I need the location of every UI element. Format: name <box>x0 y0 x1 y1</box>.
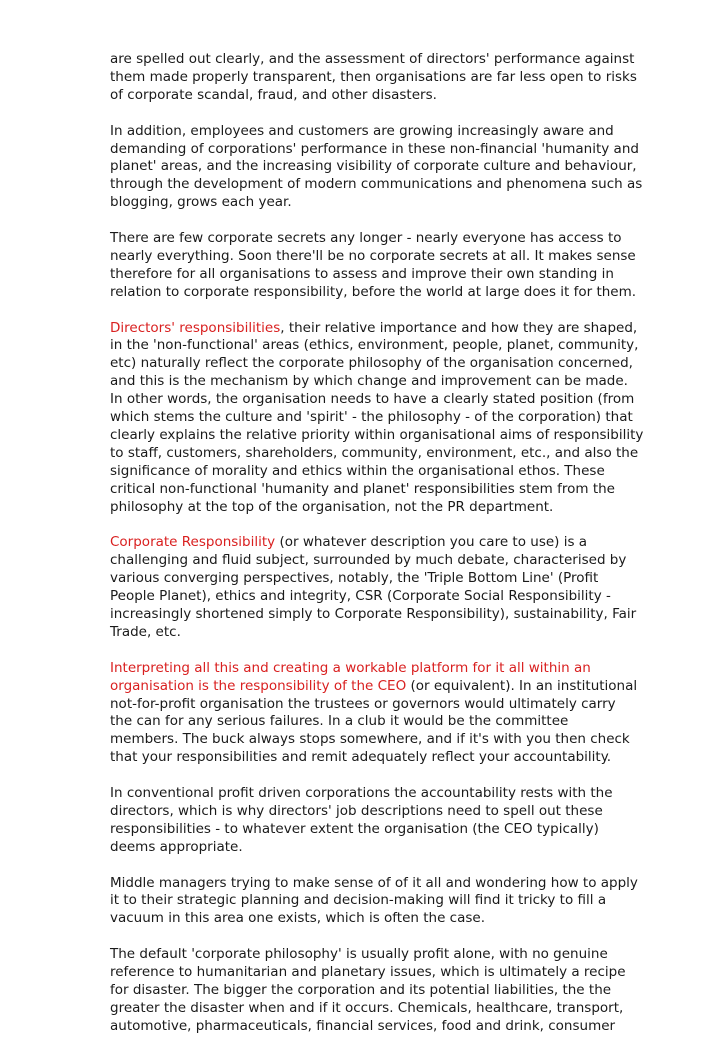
text-line: various converging perspectives, notably, the 'Triple Bottom Line' (Profit <box>110 570 599 587</box>
text-line: demanding of corporations' performance in these non-financial 'humanity and <box>110 140 639 157</box>
text-line <box>110 534 622 552</box>
paragraph <box>110 319 644 517</box>
text-line: vacuum in this area one exists, which is often the case. <box>110 910 486 927</box>
text-line: responsibilities - to whatever extent the organisation (the CEO typically) <box>110 820 599 837</box>
ceo-responsibility-link[interactable]: organisation is the responsibility of the CEO <box>110 677 407 694</box>
text-line: challenging and fluid subject, surrounded by much debate, characterised by <box>110 552 627 569</box>
text-line: The default 'corporate philosophy' is usually profit alone, with no genuine <box>110 946 608 963</box>
text-line: automotive, pharmaceuticals, financial services, food and drink, consumer <box>110 1017 616 1034</box>
text-line: philosophy at the top of the organisation, not the PR department. <box>110 498 554 515</box>
text-line: it to their strategic planning and decision-making will find it tricky to fill a <box>110 892 607 909</box>
text-line: There are few corporate secrets any longer - nearly everyone has access to <box>110 230 622 247</box>
text-line: increasingly shortened simply to Corporate Responsibility), sustainability, Fair <box>110 606 637 623</box>
paragraph <box>110 122 643 213</box>
text-line: of corporate scandal, fraud, and other disasters. <box>110 86 437 103</box>
text-line: In conventional profit driven corporations the accountability rests with the <box>110 785 613 802</box>
text-line: for disaster. The bigger the corporation and its potential liabilities, the the <box>110 982 612 998</box>
text-line: deems appropriate. <box>110 838 243 855</box>
text-line: In addition, employees and customers are growing increasingly aware and <box>110 122 614 139</box>
text-line: members. The buck always stops somewhere, and if it's with you then check <box>110 731 630 748</box>
text-line: and this is the mechanism by which change and improvement can be made. <box>110 373 628 390</box>
text-line: Trade, etc. <box>110 623 181 640</box>
paragraph <box>110 659 638 767</box>
text-line <box>110 319 638 338</box>
text-line: Middle managers trying to make sense of of it all and wondering how to apply <box>110 874 638 891</box>
text-line: nearly everything. Soon there'll be no corporate secrets at all. It makes sense <box>110 247 636 264</box>
text-line: them made properly transparent, then organisations are far less open to risks <box>110 68 637 85</box>
corporate-responsibility-link[interactable]: Corporate Responsibility <box>110 534 276 551</box>
text-line: People Planet), ethics and integrity, CSR (Corporate Social Responsibility - <box>110 588 611 605</box>
text-line: that your responsibilities and remit adequately reflect your accountability. <box>110 749 612 766</box>
paragraph <box>110 534 637 641</box>
text-run: (or whatever description you care to use) is a <box>275 534 588 551</box>
text-line <box>110 677 638 696</box>
text-run: , their relative importance and how they are shaped, <box>280 319 638 336</box>
text-line: through the development of modern communications and phenomena such as <box>110 176 643 193</box>
text-line: the can for any serious failures. In a club it would be the committee <box>110 713 569 730</box>
text-line: reference to humanitarian and planetary issues, which is ultimately a recipe <box>110 964 626 981</box>
text-line: clearly explains the relative priority within organisational aims of responsibility <box>110 426 644 443</box>
paragraph <box>110 785 622 857</box>
text-line: critical non-functional 'humanity and planet' responsibilities stem from the <box>110 480 615 497</box>
paragraph <box>110 874 638 929</box>
text-line: to staff, customers, shareholders, community, environment, etc., and also the <box>110 444 639 461</box>
text-line: which stems the culture and 'spirit' - the philosophy - of the corporation) that <box>110 409 633 426</box>
text-line: therefore for all organisations to assess and improve their own standing in <box>110 265 614 282</box>
paragraph <box>110 51 637 105</box>
text-line: relation to corporate responsibility, before the world at large does it for them. <box>110 283 637 300</box>
text-line: not-for-profit organisation the trustees or governors would ultimately carry <box>110 695 616 712</box>
paragraph <box>110 946 626 1036</box>
text-line: In other words, the organisation needs to have a clearly stated position (from <box>110 391 635 408</box>
document-page <box>110 51 644 1054</box>
text-line: etc) naturally reflect the corporate philosophy of the organisation concerned, <box>110 355 633 372</box>
paragraph <box>110 230 637 302</box>
text-line: significance of morality and ethics within the organisational ethos. These <box>110 462 605 479</box>
text-line: directors, which is why directors' job descriptions need to spell out these <box>110 802 603 819</box>
text-line: are spelled out clearly, and the assessment of directors' performance against <box>110 51 635 67</box>
text-line: planet' areas, and the increasing visibility of corporate culture and behaviour, <box>110 158 637 175</box>
text-line: in the 'non-functional' areas (ethics, environment, people, planet, community, <box>110 337 639 354</box>
directors-responsibilities-link[interactable]: Directors' responsibilities <box>110 319 281 336</box>
text-line: blogging, grows each year. <box>110 194 292 211</box>
text-line: greater the disaster when and if it occurs. Chemicals, healthcare, transport, <box>110 999 624 1016</box>
ceo-responsibility-link[interactable]: Interpreting all this and creating a workable platform for it all within an <box>110 659 591 676</box>
text-run: (or equivalent). In an institutional <box>406 677 638 694</box>
